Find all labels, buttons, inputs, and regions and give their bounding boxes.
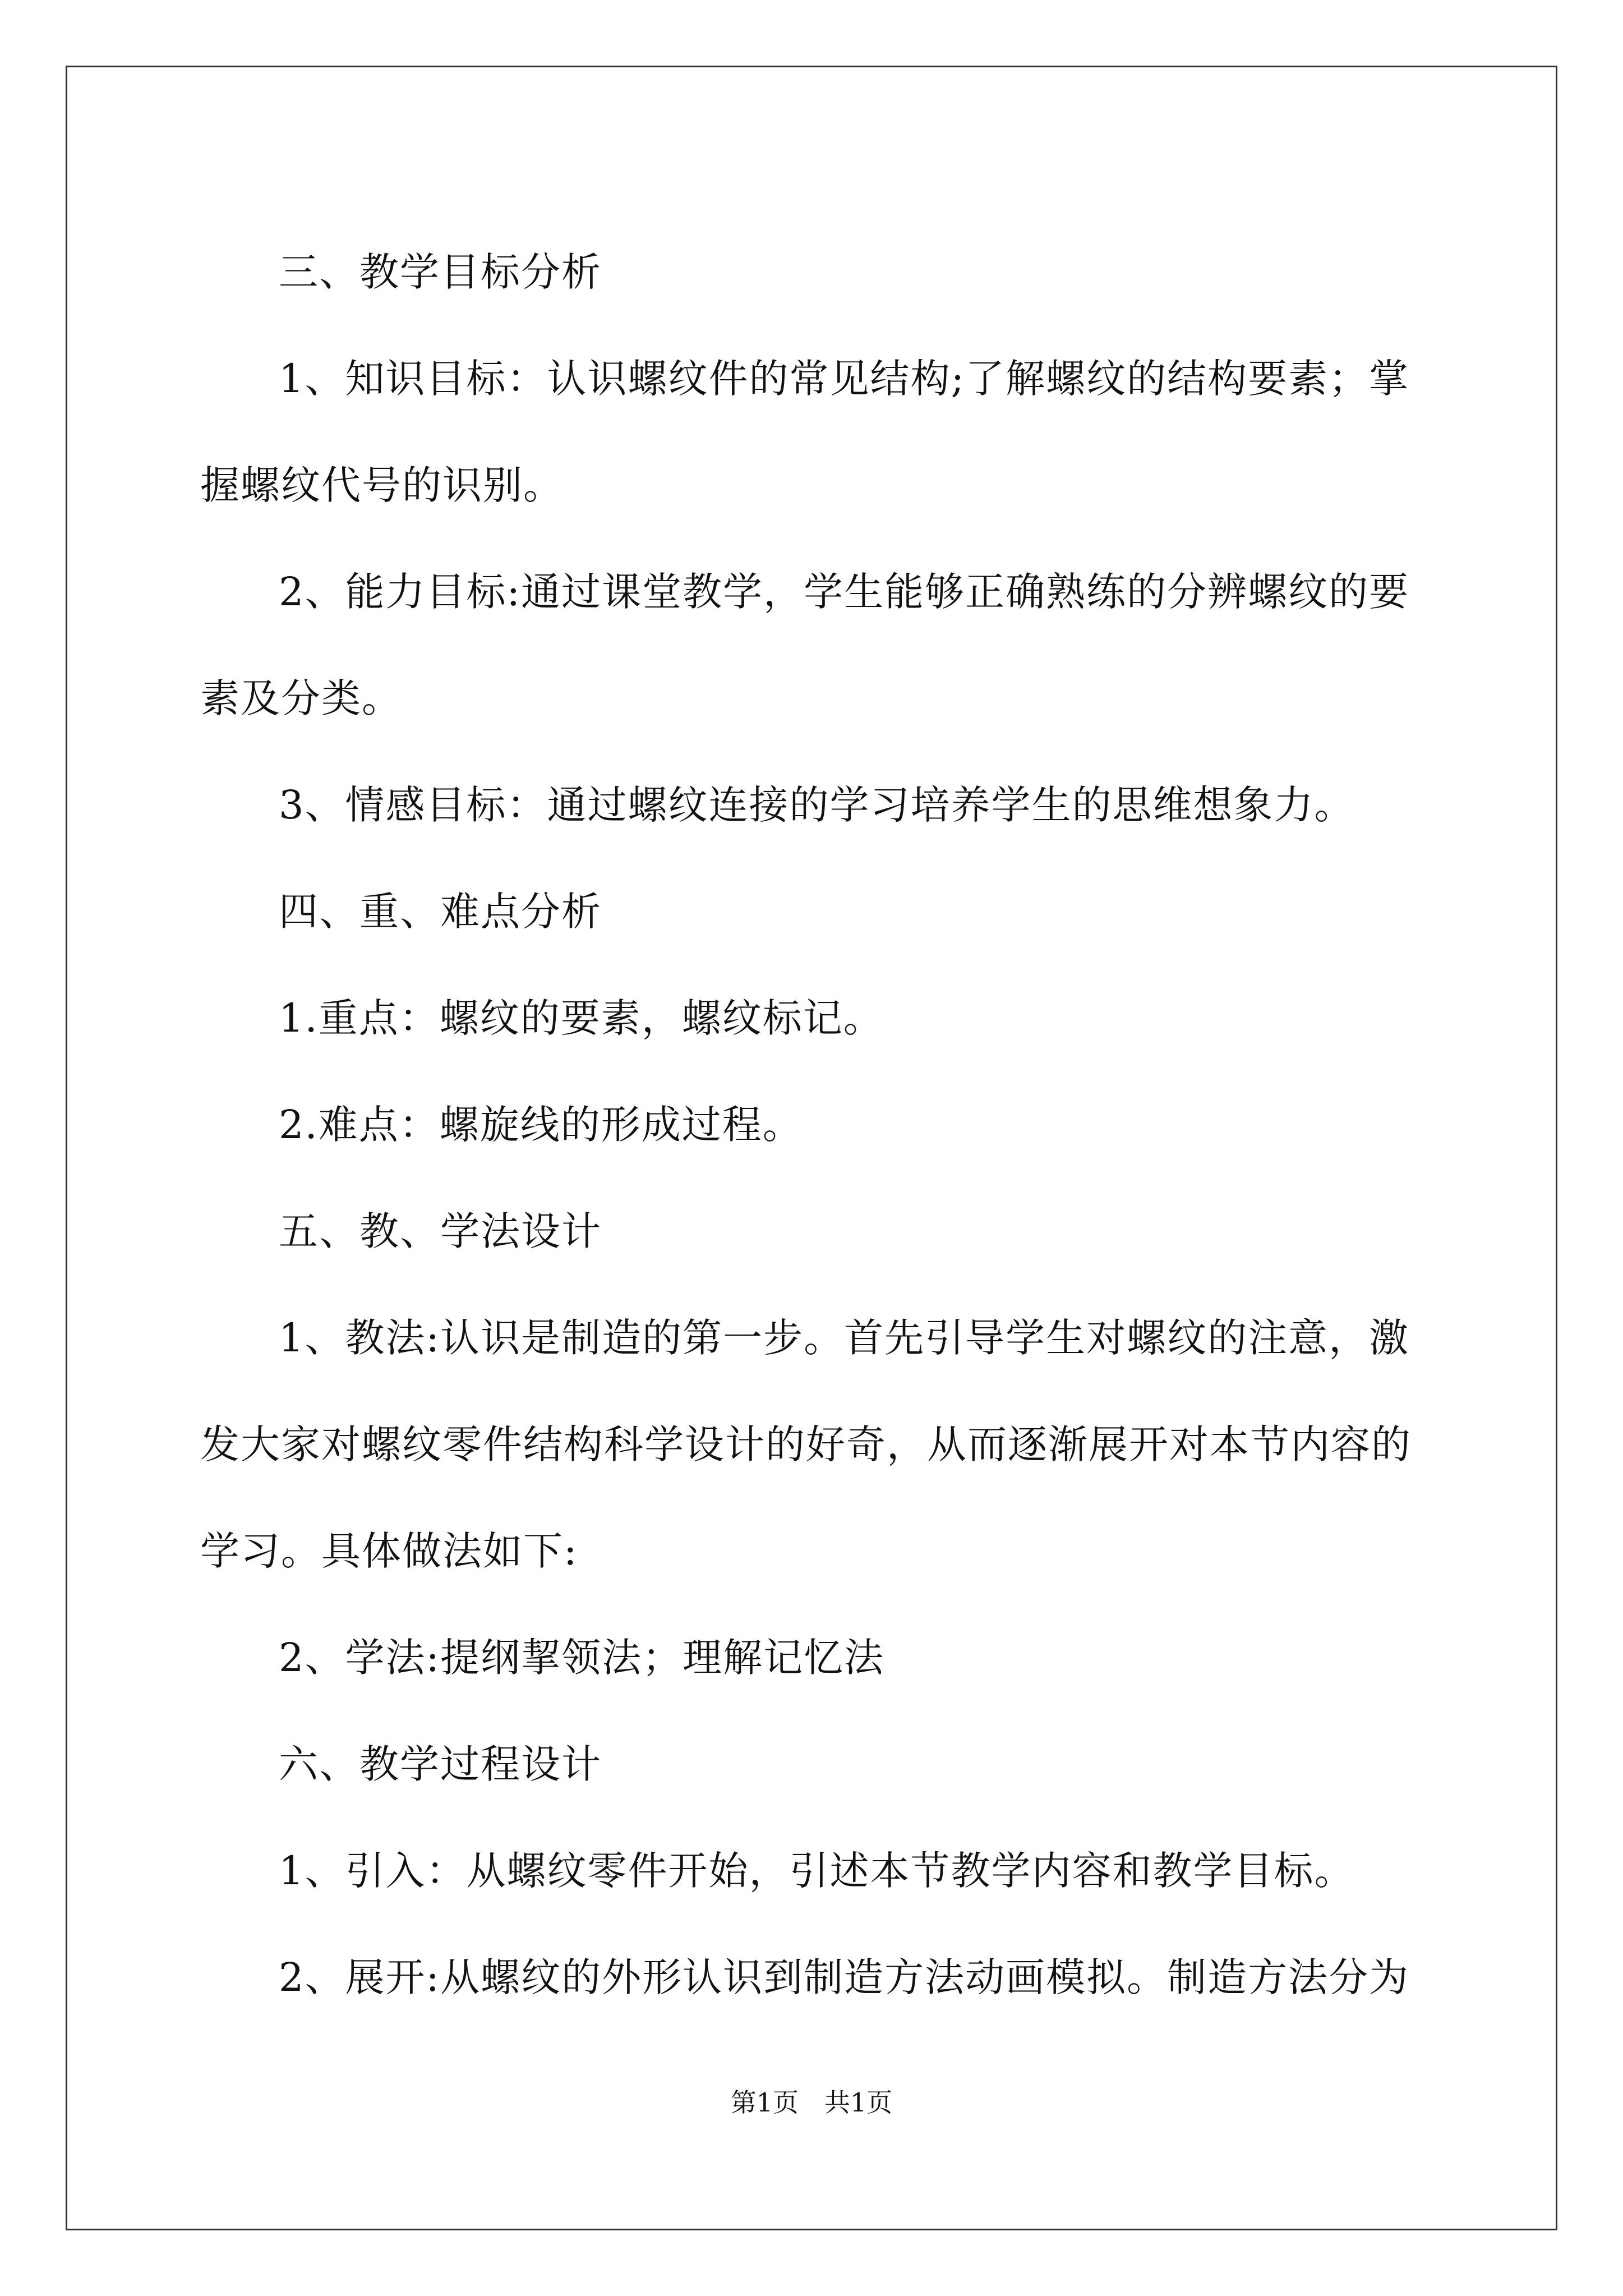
- section-heading-objectives: 三、教学目标分析: [279, 249, 602, 295]
- document-body: [200, 219, 1426, 2031]
- section-heading-process: 六、教学过程设计: [279, 1741, 602, 1787]
- page-footer: 第1页 共1页: [730, 2087, 893, 2118]
- paragraph-learning-method: 2、学法:提纲挈领法；理解记忆法: [279, 1635, 885, 1681]
- paragraph-ability-objective: 2、能力目标:通过课堂教学，学生能够正确熟练的分辨螺纹的要素及分类。: [200, 569, 1410, 721]
- paragraph-development: 2、展开:从螺纹的外形认识到制造方法动画模拟。制造方法分为: [279, 1954, 1410, 2000]
- paragraph-difficult-point: 2.难点：螺旋线的形成过程。: [279, 1102, 803, 1148]
- paragraph-knowledge-objective: 1、知识目标：认识螺纹件的常见结构;了解螺纹的结构要素；掌握螺纹代号的识别。: [200, 356, 1410, 508]
- section-heading-key-points: 四、重、难点分析: [279, 889, 602, 935]
- paragraph-emotion-objective: 3、情感目标：通过螺纹连接的学习培养学生的思维想象力。: [279, 782, 1355, 828]
- section-heading-methods: 五、教、学法设计: [279, 1208, 602, 1254]
- paragraph-introduction: 1、引入：从螺纹零件开始，引述本节教学内容和教学目标。: [279, 1848, 1355, 1894]
- paragraph-key-point: 1.重点：螺纹的要素，螺纹标记。: [279, 995, 884, 1041]
- paragraph-teaching-method: 1、教法:认识是制造的第一步。首先引导学生对螺纹的注意，激发大家对螺纹零件结构科学设计的好奇，从而逐渐展开对本节内容的学习。具体做法如下:: [200, 1315, 1412, 1574]
